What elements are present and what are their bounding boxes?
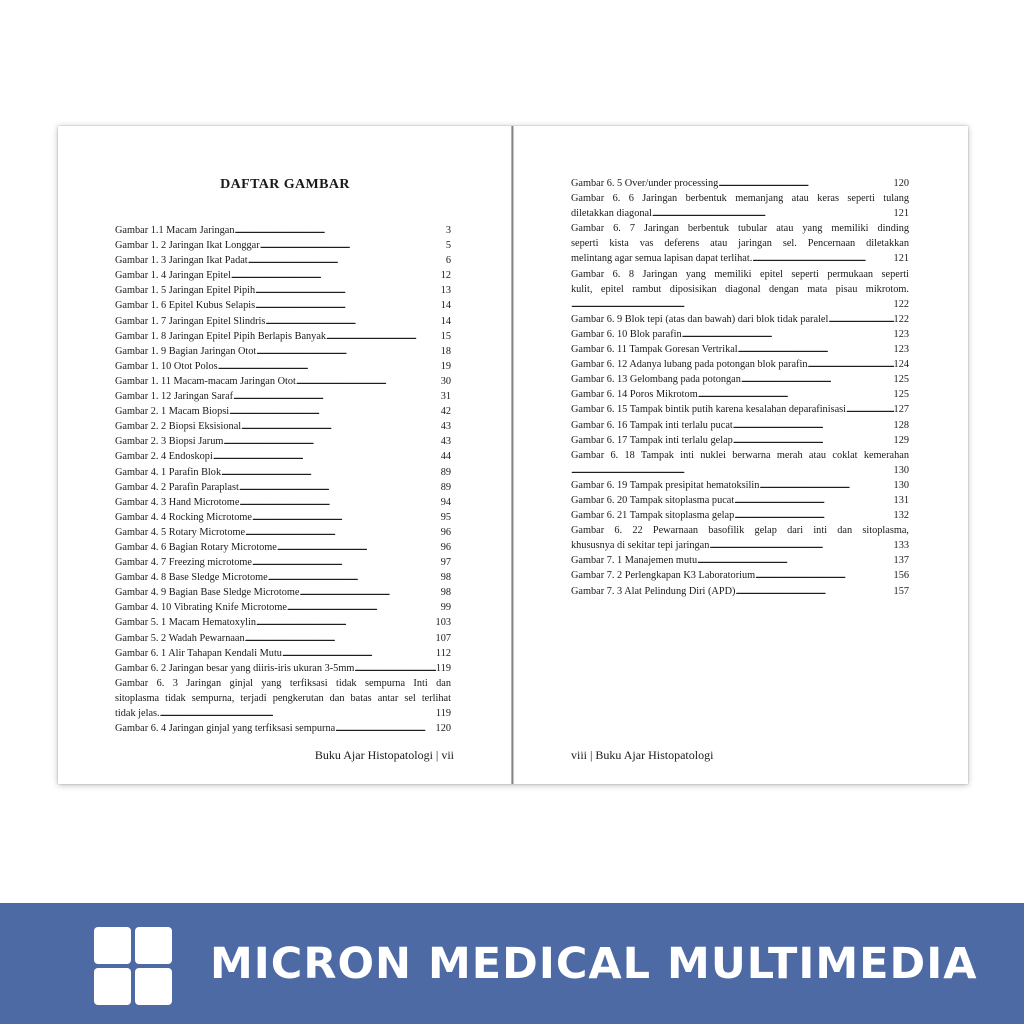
- dot-leader: [260, 238, 446, 253]
- entry-label: Gambar 6. 10 Blok parafin: [571, 328, 682, 340]
- page-footer: viii | Buku Ajar Histopatologi: [571, 748, 714, 762]
- toc-entry: [115, 525, 451, 540]
- entry-label: diletakkan diagonal: [571, 208, 652, 220]
- entry-page-number: 14: [440, 300, 451, 312]
- four-squares-grid-icon: [94, 927, 172, 1005]
- entry-label: Gambar 2. 1 Macam Biopsi: [115, 406, 230, 418]
- entry-label-line: Gambar 6. 7 Jaringan berbentuk tubular atau yang memiliki dinding: [571, 223, 909, 235]
- entry-page-number: 122: [893, 298, 909, 310]
- entry-label: Gambar 1. 5 Jaringan Epitel Pipih: [115, 285, 256, 297]
- toc-entry: [115, 329, 451, 344]
- page-footer: Buku Ajar Histopatologi | vii: [314, 748, 454, 762]
- entry-page-number: 5: [445, 240, 451, 252]
- dot-leader: [738, 342, 894, 357]
- toc-entry: [571, 191, 909, 221]
- toc-entry: [571, 478, 909, 493]
- dot-leader: [326, 329, 441, 344]
- entry-label-line: Gambar 6. 8 Jaringan yang memiliki epitel seperti permukaan seperti: [571, 268, 909, 280]
- dot-leader: [255, 283, 441, 298]
- entry-label: Gambar 6. 17 Tampak inti terlalu gelap: [571, 434, 733, 446]
- entry-label: melintang agar semua lapisan dapat terlihat.: [571, 253, 753, 265]
- toc-entry: [115, 268, 451, 283]
- entry-page-number: 44: [440, 451, 451, 463]
- dot-leader: [235, 223, 446, 238]
- dot-leader: [734, 493, 893, 508]
- entry-page-number: 31: [440, 391, 451, 403]
- entry-page-number: 137: [893, 555, 909, 567]
- entry-page-number: 3: [445, 225, 451, 236]
- entry-page-number: 129: [893, 434, 909, 446]
- dot-leader: [846, 402, 894, 417]
- toc-entry: [571, 176, 909, 191]
- dot-leader: [571, 297, 894, 312]
- entry-page-number: 156: [893, 570, 909, 582]
- entry-label: Gambar 6. 4 Jaringan ginjal yang terfiksasi sempurna: [115, 723, 336, 735]
- toc-entry: [115, 676, 451, 721]
- entry-label: Gambar 1. 4 Jaringan Epitel: [115, 270, 231, 282]
- toc-entry: [115, 646, 451, 661]
- dot-leader: [335, 721, 435, 736]
- entry-label: Gambar 4. 1 Parafin Blok: [115, 466, 222, 478]
- entry-page-number: 122: [893, 313, 909, 325]
- entry-page-number: 96: [440, 526, 451, 538]
- entry-label: Gambar 1. 9 Bagian Jaringan Otot: [115, 345, 257, 357]
- entry-label: Gambar 4. 2 Parafin Paraplast: [115, 481, 239, 493]
- dot-leader: [255, 298, 441, 313]
- entry-page-number: 99: [440, 602, 451, 614]
- dot-leader: [287, 600, 441, 615]
- toc-entry: [115, 434, 451, 449]
- entry-page-number: 98: [440, 572, 451, 584]
- toc-entry: [571, 553, 909, 568]
- toc-entry: [571, 387, 909, 402]
- entry-page-number: 133: [893, 540, 909, 552]
- dot-leader: [354, 661, 436, 676]
- entry-page-number: 12: [440, 270, 451, 282]
- entry-label-line: kulit, epitel rambut diposisikan diagonal dengan mata pisau mikrotom.: [571, 283, 909, 295]
- dot-leader: [734, 508, 893, 523]
- toc-entry: [571, 221, 909, 266]
- toc-entry: [115, 419, 451, 434]
- brand-name: MICRON MEDICAL MULTIMEDIA: [210, 939, 978, 989]
- dot-leader: [245, 631, 436, 646]
- entry-page-number: 89: [440, 466, 451, 478]
- entry-page-number: 103: [435, 617, 451, 629]
- dot-leader: [697, 553, 893, 568]
- entry-last-line: [571, 251, 909, 266]
- dot-leader: [265, 314, 440, 329]
- entry-page-number: 14: [440, 315, 451, 327]
- toc-entry: [115, 495, 451, 510]
- entry-page-number: 94: [440, 496, 451, 508]
- dot-leader: [741, 372, 894, 387]
- dot-leader: [239, 495, 440, 510]
- toc-entry: [115, 374, 451, 389]
- toc-entry: [115, 570, 451, 585]
- open-book: [58, 126, 968, 784]
- entry-label: Gambar 4. 6 Bagian Rotary Microtome: [115, 541, 277, 553]
- entry-label: Gambar 1. 11 Macam-macam Jaringan Otot: [115, 375, 296, 387]
- right-page: [514, 126, 968, 784]
- entry-label: Gambar 6. 20 Tampak sitoplasma pucat: [571, 494, 735, 506]
- toc-entry: [571, 402, 909, 417]
- toc-entry: [115, 555, 451, 570]
- entry-label: Gambar 6. 13 Gelombang pada potongan: [571, 374, 741, 386]
- toc-entry: [571, 584, 909, 599]
- entry-page-number: 89: [440, 481, 451, 493]
- dot-leader: [213, 449, 441, 464]
- entry-page-number: 120: [893, 178, 909, 189]
- dot-leader: [733, 433, 894, 448]
- entry-label: Gambar 6. 16 Tampak inti terlalu pucat: [571, 419, 733, 431]
- entry-label: Gambar 1. 8 Jaringan Epitel Pipih Berlapis Banyak: [115, 330, 327, 342]
- left-page: [58, 126, 512, 784]
- entry-label: Gambar 1.1 Macam Jaringan: [115, 225, 235, 236]
- entry-page-number: 124: [893, 359, 909, 371]
- entry-page-number: 130: [893, 479, 909, 491]
- entry-label: khususnya di sekitar tepi jaringan: [571, 540, 710, 552]
- entry-page-number: 42: [440, 406, 451, 418]
- figure-list: [571, 176, 909, 599]
- entry-last-line: [571, 463, 909, 478]
- toc-entry: [115, 661, 451, 676]
- dot-leader: [571, 463, 894, 478]
- entry-page-number: 120: [435, 723, 451, 735]
- toc-entry: [571, 493, 909, 508]
- toc-entry: [571, 312, 909, 327]
- entry-page-number: 123: [893, 328, 909, 340]
- toc-entry: [115, 404, 451, 419]
- dot-leader: [299, 585, 440, 600]
- entry-page-number: 157: [893, 585, 909, 597]
- entry-label-line: Gambar 6. 3 Jaringan ginjal yang terfiksasi tidak sempurna Inti dan: [115, 677, 451, 689]
- entry-label: Gambar 7. 1 Manajemen mutu: [571, 555, 698, 567]
- entry-page-number: 43: [440, 436, 451, 448]
- entry-label-line: sitoplasma tidak sempurna, terjadi pengkerutan dan batas antar sel terlihat: [115, 692, 451, 704]
- dot-leader: [698, 387, 894, 402]
- entry-label: Gambar 6. 5 Over/under processing: [571, 178, 719, 189]
- entry-label: Gambar 6. 1 Alir Tahapan Kendali Mutu: [115, 647, 282, 659]
- dot-leader: [296, 374, 441, 389]
- entry-label-line: Gambar 6. 18 Tampak inti nuklei berwarna merah atau coklat kemerahan: [571, 449, 909, 461]
- dot-leader: [218, 359, 441, 374]
- entry-label: Gambar 4. 3 Hand Microtome: [115, 496, 240, 508]
- entry-label-line: Gambar 6. 6 Jaringan berbentuk memanjang atau keras seperti tulang: [571, 193, 909, 205]
- entry-label: Gambar 2. 2 Biopsi Eksisional: [115, 421, 242, 433]
- toc-entry: [571, 448, 909, 478]
- dot-leader: [268, 570, 441, 585]
- dot-leader: [231, 268, 441, 283]
- entry-page-number: 30: [440, 375, 451, 387]
- dot-leader: [735, 584, 893, 599]
- entry-page-number: 43: [440, 421, 451, 433]
- entry-page-number: 112: [435, 647, 451, 659]
- entry-label: Gambar 1. 12 Jaringan Saraf: [115, 391, 234, 403]
- toc-entry: [115, 314, 451, 329]
- entry-page-number: 119: [435, 708, 451, 719]
- entry-page-number: 119: [435, 662, 451, 674]
- dot-leader: [652, 206, 894, 221]
- entry-page-number: 127: [893, 404, 909, 416]
- toc-entry: [571, 327, 909, 342]
- entry-page-number: 128: [893, 419, 909, 431]
- entry-label: Gambar 6. 19 Tampak presipitat hematoksilin: [571, 479, 760, 491]
- entry-label: Gambar 1. 10 Otot Polos: [115, 360, 218, 372]
- dot-leader: [709, 538, 893, 553]
- toc-entry: [115, 480, 451, 495]
- toc-entry: [115, 238, 451, 253]
- dot-leader: [759, 478, 893, 493]
- toc-entry: [115, 615, 451, 630]
- entry-label: Gambar 4. 10 Vibrating Knife Microtome: [115, 602, 287, 614]
- toc-entry: [571, 433, 909, 448]
- entry-last-line: [115, 706, 451, 721]
- toc-entry: [115, 540, 451, 555]
- toc-entry: [115, 344, 451, 359]
- dot-leader: [752, 251, 893, 266]
- entry-page-number: 123: [893, 344, 909, 356]
- entry-page-number: 121: [893, 253, 909, 265]
- toc-entry: [571, 418, 909, 433]
- entry-label: Gambar 1. 6 Epitel Kubus Selapis: [115, 300, 256, 312]
- entry-label: Gambar 6. 14 Poros Mikrotom: [571, 389, 698, 401]
- entry-page-number: 15: [440, 330, 451, 342]
- dot-leader: [282, 646, 436, 661]
- brand-banner: [0, 903, 1024, 1024]
- entry-last-line: [571, 206, 909, 221]
- entry-page-number: 96: [440, 541, 451, 553]
- toc-entry: [115, 510, 451, 525]
- entry-label: Gambar 2. 4 Endoskopi: [115, 451, 213, 463]
- dot-leader: [229, 404, 441, 419]
- entry-page-number: 121: [893, 208, 909, 220]
- toc-entry: [571, 568, 909, 583]
- dot-leader: [256, 344, 440, 359]
- entry-label: Gambar 7. 2 Perlengkapan K3 Laboratorium: [571, 570, 756, 582]
- entry-page-number: 125: [893, 389, 909, 401]
- entry-label-line: seperti kista vas deferens atau jaringan sel. Pencernaan diletakkan: [571, 238, 909, 250]
- dot-leader: [245, 525, 441, 540]
- entry-label: Gambar 2. 3 Biopsi Jarum: [115, 436, 224, 448]
- entry-page-number: 107: [435, 632, 451, 644]
- dot-leader: [221, 465, 441, 480]
- figure-list: [115, 223, 451, 736]
- entry-page-number: 19: [440, 360, 451, 372]
- entry-last-line: [571, 538, 909, 553]
- entry-page-number: 125: [893, 374, 909, 386]
- entry-page-number: 130: [893, 464, 909, 476]
- toc-entry: [115, 283, 451, 298]
- dot-leader: [252, 510, 441, 525]
- dot-leader: [241, 419, 441, 434]
- entry-label: Gambar 1. 2 Jaringan Ikat Longgar: [115, 240, 260, 252]
- entry-page-number: 95: [440, 511, 451, 523]
- toc-entry: [115, 631, 451, 646]
- toc-entry: [115, 253, 451, 268]
- dot-leader: [718, 176, 893, 191]
- dot-leader: [807, 357, 893, 372]
- entry-label: Gambar 4. 4 Rocking Microtome: [115, 511, 252, 523]
- dot-leader: [256, 615, 436, 630]
- entry-label: Gambar 6. 2 Jaringan besar yang diiris-iris ukuran 3-5mm: [115, 662, 355, 674]
- entry-label: Gambar 4. 5 Rotary Microtome: [115, 526, 246, 538]
- entry-label: tidak jelas.: [115, 708, 160, 719]
- dot-leader: [682, 327, 894, 342]
- toc-entry: [115, 600, 451, 615]
- dot-leader: [239, 480, 441, 495]
- toc-entry: [571, 342, 909, 357]
- entry-page-number: 13: [440, 285, 451, 297]
- entry-label: Gambar 1. 3 Jaringan Ikat Padat: [115, 255, 248, 267]
- entry-label: Gambar 5. 2 Wadah Pewarnaan: [115, 632, 245, 644]
- entry-page-number: 18: [440, 345, 451, 357]
- dot-leader: [828, 312, 893, 327]
- toc-entry: [115, 389, 451, 404]
- entry-label: Gambar 4. 7 Freezing microtome: [115, 557, 252, 569]
- toc-entry: [115, 298, 451, 313]
- entry-label: Gambar 4. 9 Bagian Base Sledge Microtome: [115, 587, 300, 599]
- page-title: DAFTAR GAMBAR: [220, 177, 350, 192]
- entry-label: Gambar 6. 21 Tampak sitoplasma gelap: [571, 510, 735, 522]
- dot-leader: [277, 540, 441, 555]
- toc-entry: [115, 585, 451, 600]
- toc-entry: [571, 523, 909, 553]
- entry-page-number: 98: [440, 587, 451, 599]
- dot-leader: [755, 568, 893, 583]
- entry-last-line: [571, 297, 909, 312]
- entry-page-number: 132: [893, 510, 909, 522]
- dot-leader: [733, 418, 894, 433]
- toc-entry: [115, 359, 451, 374]
- entry-label: Gambar 1. 7 Jaringan Epitel Slindris: [115, 315, 266, 327]
- entry-label: Gambar 6. 11 Tampak Goresan Vertrikal: [571, 344, 738, 356]
- entry-page-number: 6: [445, 255, 451, 267]
- dot-leader: [223, 434, 440, 449]
- dot-leader: [160, 706, 436, 721]
- toc-entry: [571, 357, 909, 372]
- entry-label: Gambar 6. 15 Tampak bintik putih karena kesalahan deparafinisasi: [571, 404, 847, 416]
- toc-entry: [115, 223, 451, 238]
- dot-leader: [252, 555, 441, 570]
- entry-label: Gambar 5. 1 Macam Hematoxylin: [115, 617, 256, 629]
- dot-leader: [233, 389, 441, 404]
- toc-entry: [571, 508, 909, 523]
- entry-label: Gambar 4. 8 Base Sledge Microtome: [115, 572, 268, 584]
- entry-page-number: 131: [893, 494, 909, 506]
- entry-label: Gambar 6. 9 Blok tepi (atas dan bawah) dari blok tidak paralel: [571, 313, 829, 325]
- toc-entry: [115, 465, 451, 480]
- dot-leader: [248, 253, 446, 268]
- toc-entry: [115, 721, 451, 736]
- toc-entry: [115, 449, 451, 464]
- toc-entry: [571, 267, 909, 312]
- entry-label-line: Gambar 6. 22 Pewarnaan basofilik gelap dari inti dan sitoplasma,: [571, 525, 909, 537]
- entry-page-number: 97: [440, 557, 451, 569]
- entry-label: Gambar 7. 3 Alat Pelindung Diri (APD): [571, 585, 736, 597]
- toc-entry: [571, 372, 909, 387]
- entry-label: Gambar 6. 12 Adanya lubang pada potongan blok parafin: [571, 359, 808, 371]
